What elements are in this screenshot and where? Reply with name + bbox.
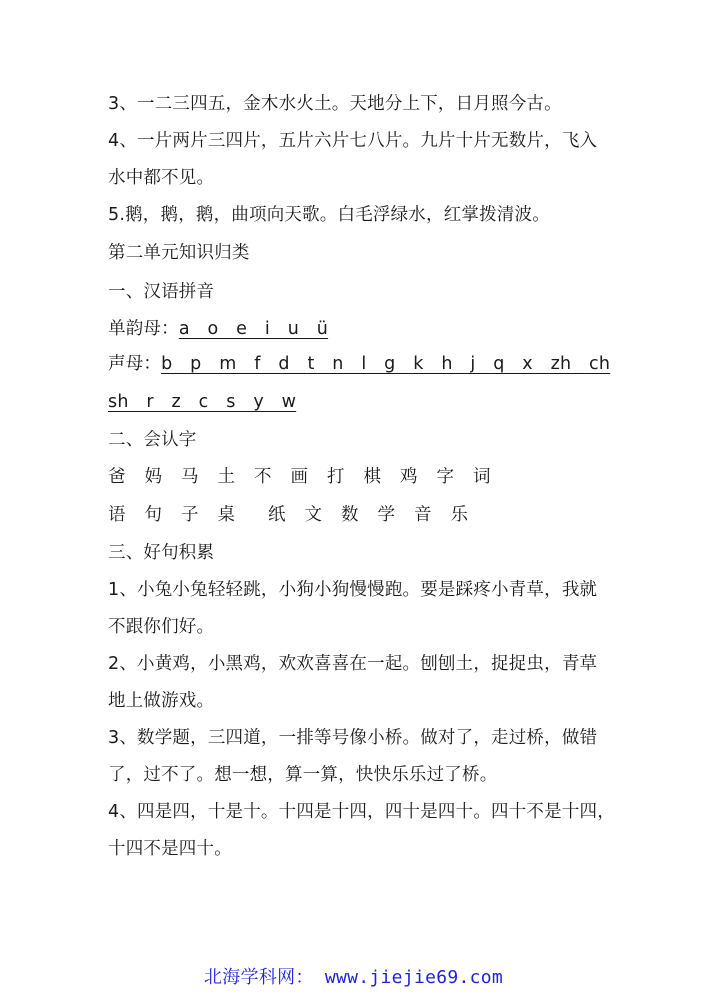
char: 不 bbox=[254, 467, 272, 487]
initials-row-2 bbox=[108, 390, 296, 414]
initials-pinyin: b p m f d t n l g k h j q x zh ch bbox=[161, 354, 611, 374]
section-title-unit-2: 第二单元知识归类 bbox=[108, 243, 250, 263]
initials-label: 声母： bbox=[108, 354, 162, 374]
poem-line-4b: 水中都不见。 bbox=[108, 168, 215, 188]
sentence-4a: 4、四是四，十是十。十四是十四，四十是四十。四十不是十四， bbox=[108, 802, 615, 822]
sentence-3a: 3、数学题，三四道，一排等号像小桥。做对了，走过桥，做错 bbox=[108, 728, 598, 748]
char: 妈 bbox=[144, 467, 163, 487]
char: 语 bbox=[108, 505, 126, 525]
single-vowels-pinyin: a o e i u ü bbox=[178, 319, 329, 339]
char: 句 bbox=[144, 505, 163, 525]
sentence-4b: 十四不是四十。 bbox=[108, 839, 232, 859]
char: 学 bbox=[377, 505, 396, 525]
single-vowels-row bbox=[108, 317, 328, 341]
char: 纸 bbox=[268, 505, 286, 525]
char: 数 bbox=[341, 505, 359, 525]
char: 棋 bbox=[363, 467, 382, 487]
char: 文 bbox=[304, 505, 323, 525]
initials-row bbox=[108, 352, 610, 376]
sentence-2a: 2、小黄鸡，小黑鸡，欢欢喜喜在一起。刨刨土，捉捉虫，青草 bbox=[108, 654, 598, 674]
char: 字 bbox=[436, 467, 455, 487]
char: 鸡 bbox=[400, 467, 418, 487]
heading-good-sentences: 三、好句积累 bbox=[108, 543, 215, 563]
characters-row-2 bbox=[108, 503, 487, 527]
single-vowels-label: 单韵母： bbox=[108, 319, 179, 339]
char: 词 bbox=[473, 467, 491, 487]
char: 爸 bbox=[108, 467, 126, 487]
characters-row-1 bbox=[108, 465, 510, 489]
initials-pinyin-2: sh r z c s y w bbox=[108, 392, 297, 412]
sentence-1a: 1、小兔小兔轻轻跳，小狗小狗慢慢跑。要是踩疼小青草，我就 bbox=[108, 580, 598, 600]
poem-line-3: 3、一二三四五，金木水火土。天地分上下，日月照今古。 bbox=[108, 94, 562, 114]
char: 桌 bbox=[217, 505, 236, 525]
sentence-3b: 了，过不了。想一想，算一算，快快乐乐过了桥。 bbox=[108, 765, 498, 785]
sentence-1b: 不跟你们好。 bbox=[108, 617, 215, 637]
char: 画 bbox=[290, 467, 309, 487]
char: 打 bbox=[327, 467, 345, 487]
poem-line-4a: 4、一片两片三四片，五片六片七八片。九片十片无数片，飞入 bbox=[108, 131, 598, 151]
char: 马 bbox=[181, 467, 199, 487]
heading-pinyin: 一、汉语拼音 bbox=[108, 282, 215, 302]
heading-characters: 二、会认字 bbox=[108, 430, 197, 450]
char: 子 bbox=[181, 505, 199, 525]
footer-watermark-link[interactable]: 北海学科网： www.jiejie69.com bbox=[203, 967, 504, 988]
char: 音 bbox=[414, 505, 432, 525]
poem-line-5: 5.鹅，鹅，鹅，曲项向天歌。白毛浮绿水，红掌拨清波。 bbox=[108, 205, 550, 225]
sentence-2b: 地上做游戏。 bbox=[108, 691, 215, 711]
char: 土 bbox=[217, 467, 236, 487]
char: 乐 bbox=[450, 505, 469, 525]
